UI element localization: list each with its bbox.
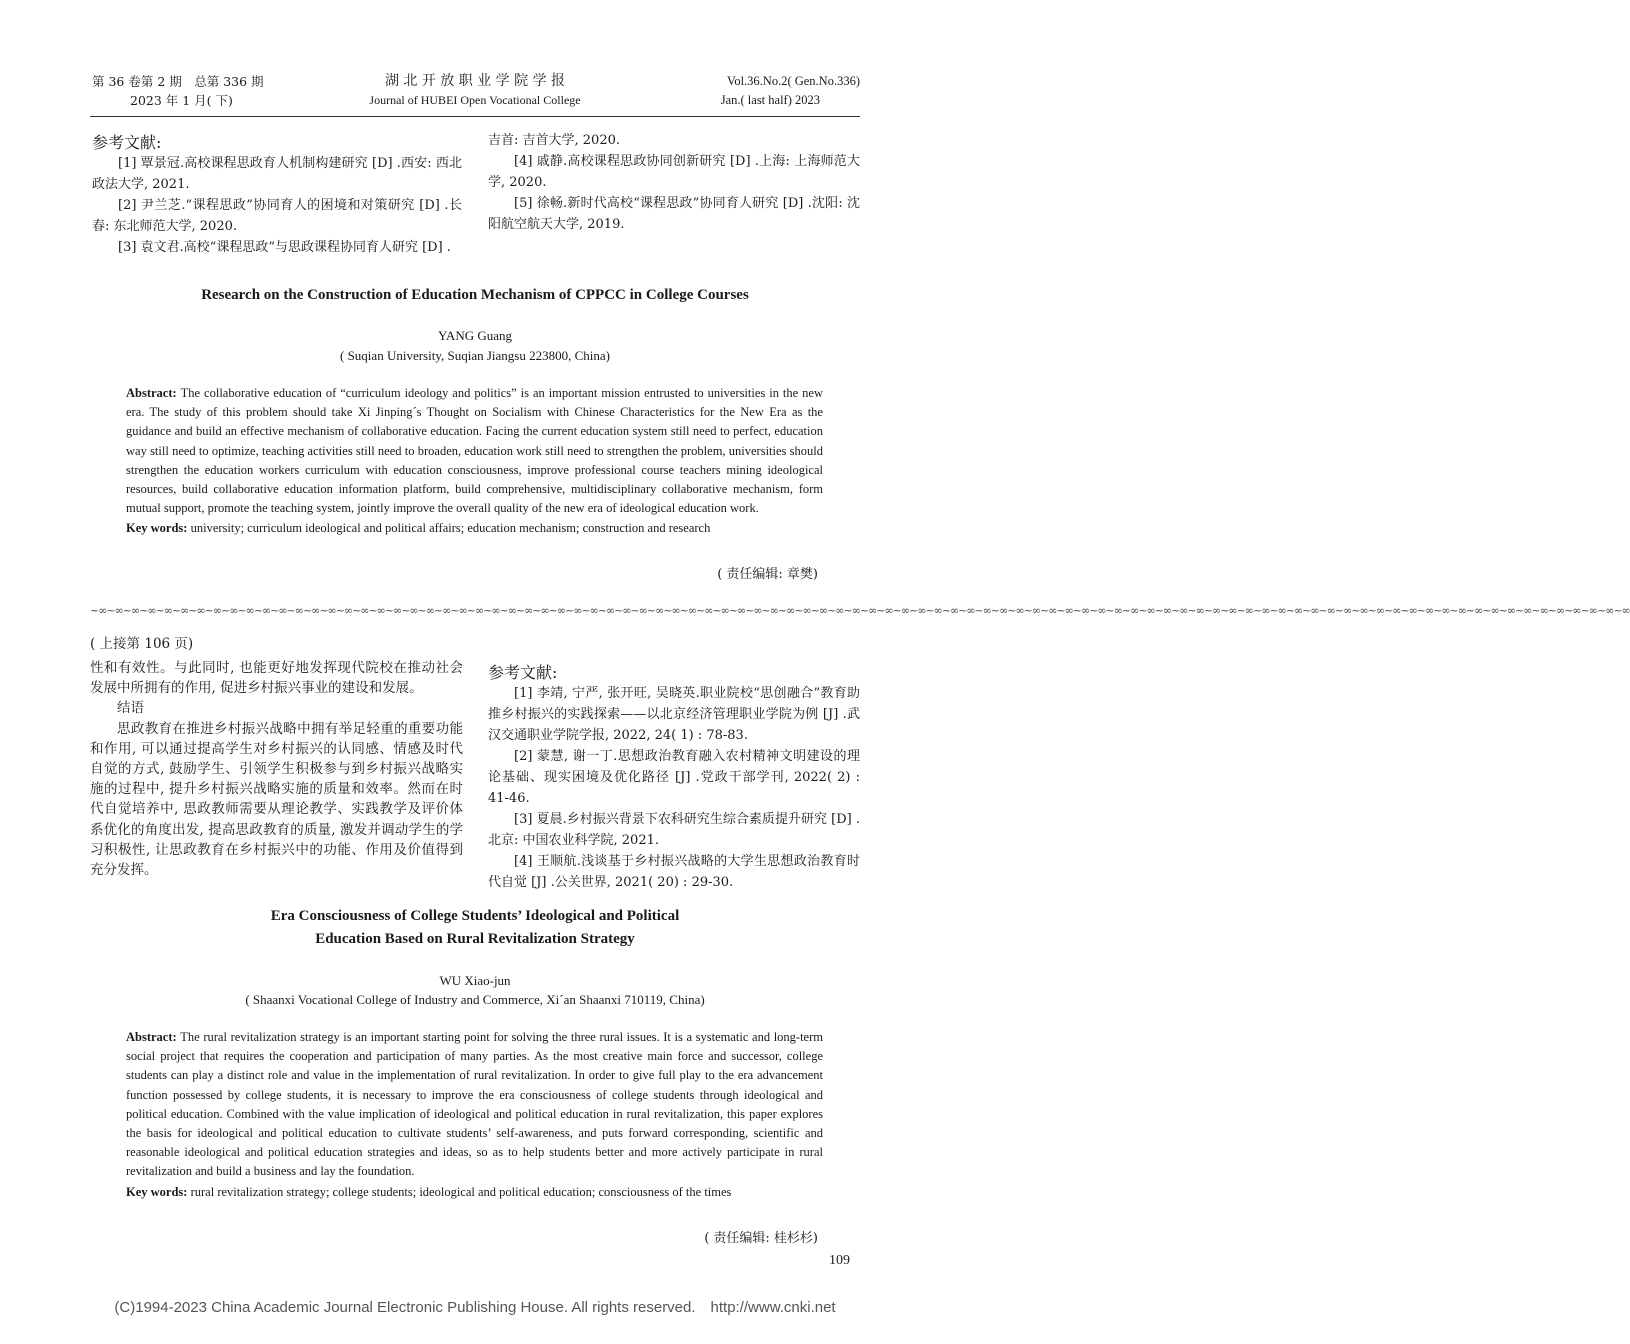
section-separator: ~∞~∞~∞~∞~∞~∞~∞~∞~∞~∞~∞~∞~∞~∞~∞~∞~∞~∞~∞~∞~∞~∞~∞~∞~∞~∞~∞~∞~∞~∞~∞~∞~∞~∞~∞~∞~∞~∞~∞~∞~∞~∞~∞~∞~∞~∞~∞~∞~∞~∞~∞~∞~∞~∞~∞~∞~∞~∞~∞~∞~∞~∞~∞~∞~∞~∞~∞~∞~∞~∞~∞~∞~∞~∞~∞~∞~∞~∞~∞~∞~∞~∞~∞~∞~∞~∞~∞~∞~∞~∞~∞~∞~∞~∞ xyxy=(90,604,1630,617)
top-references-right xyxy=(488,130,860,235)
reference-item: [2] 蒙慧, 谢一丁.思想政治教育融入农村精神文明建设的理论基础、现实困境及优化路径 [J] .党政干部学刊, 2022( 2) : 41-46. xyxy=(488,749,860,806)
date-en: Jan.( last half) 2023 xyxy=(720,93,820,107)
header-center xyxy=(300,72,650,110)
body-paragraph: 思政教育在推进乡村振兴战略中拥有举足轻重的重要功能和作用, 可以通过提高学生对乡村振兴的认同感、情感及时代自觉的方式, 鼓励学生、引领学生积极参与到乡村振兴战略实施的过程中, 提升乡村振兴战略实施的质量和效率。然而在时代自觉培养中, 思政教师需要从理论教学、实践教学及评价体系优化的角度出发, 提高思政教育的质量, 激发并调动学生的学习积极性, 让思政教育在乡村振兴中的功能、作用及价值得到充分发挥。 xyxy=(90,720,463,879)
article2-author: WU Xiao-jun xyxy=(439,973,511,988)
header-rule xyxy=(90,116,860,117)
reference-item: [3] 袁文君.高校“课程思政”与思政课程协同育人研究 [D] . xyxy=(118,240,451,255)
reference-item: [5] 徐畅.新时代高校“课程思政”协同育人研究 [D] .沈阳: 沈阳航空航天大学, 2019. xyxy=(488,196,860,232)
keywords-text: rural revitalization strategy; college students; ideological and political education; consciousness of the times xyxy=(190,1184,732,1199)
continued-body xyxy=(90,658,463,880)
references-heading: 参考文献: xyxy=(92,133,162,152)
reference-item: [3] 夏晨.乡村振兴背景下农科研究生综合素质提升研究 [D] .北京: 中国农业科学院, 2021. xyxy=(488,812,860,848)
issue-date: 2023 年 1 月( 下) xyxy=(130,93,233,108)
article2-editor: ( 责任编辑: 桂杉杉) xyxy=(704,1231,818,1246)
article1-title: Research on the Construction of Education Mechanism of CPPCC in College Courses xyxy=(201,287,749,303)
top-references-left xyxy=(92,130,462,258)
article2-abstract: Abstract: The rural revitalization strategy is an important starting point for solving the three rural issues. It is a systematic and long-term social project that requires the cooperation and participation of many parties. As the most creative main force and successor, college students can play a distinct role and value in the implementation of rural revitalization. In order to give full play to the era advancement function possessed by college students, it is necessary to improve the era consciousness of college students through ideological and political education. Combined with the value implication of ideological and political education in rural revitalization, this paper explores the basis for ideological and political education to cultivate students’ self-awareness, and puts forward corresponding, scientific and reasonable ideological and political education strategies and ideas, so as to help students better and more actively participate in rural revitalization and build a business and lay the foundation. Key words: rural revitalization strategy; college students; ideological and political education; consciousness of the times xyxy=(126,1030,823,1199)
article1-abstract: Abstract: The collaborative education of “curriculum ideology and politics” is an important mission entrusted to universities in the new era. The study of this problem should take Xi Jinping´s Thought on Socialism with Chinese Characteristics for the New Era as the guidance and build an effective mechanism of collaborative education. Facing the current education system still need to perfect, education way still need to optimize, teaching activities still need to broaden, education work still need to strengthen the problem, universities should strengthen the education workers curriculum with education consciousness, improve professional course teachers mining ideological resources, build collaborative education information platform, build comprehensive, multidisciplinary collaborative mechanism, form mutual support, promote the teaching system, jointly improve the overall quality of the new era of ideological education work. Key words: university; curriculum ideological and political affairs; education mechanism; construction and research xyxy=(126,386,823,536)
article1-editor: ( 责任编辑: 章樊) xyxy=(717,567,818,582)
reference-item: [4] 王顺航.浅谈基于乡村振兴战略的大学生思想政治教育时代自觉 [J] .公关世界, 2021( 20) : 29-30. xyxy=(488,854,860,890)
keywords-text: university; curriculum ideological and political affairs; education mechanism; construction and research xyxy=(190,521,711,536)
continued-note: ( 上接第 106 页) xyxy=(90,636,194,652)
volume-en: Vol.36.No.2( Gen.No.336) xyxy=(726,74,860,88)
article2-affiliation: ( Shaanxi Vocational College of Industry and Commerce, Xi´an Shaanxi 710119, China) xyxy=(245,992,705,1007)
reference-item: [1] 覃景冠.高校课程思政育人机制构建研究 [D] .西安: 西北政法大学, 2021. xyxy=(92,156,462,192)
article1-author: YANG Guang xyxy=(437,328,513,343)
abstract-text: The collaborative education of “curriculum ideology and politics” is an important mission entrusted to universities in the new era. The study of this problem should take Xi Jinping´s Thought on Socialism with Chinese Characteristics for the New Era as the guidance and build an effective mechanism of collaborative education. Facing the current education system still need to perfect, education way still need to optimize, teaching activities still need to broaden, education work still need to strengthen the problem, universities should strengthen the education workers curriculum with education consciousness, improve professional course teachers mining ideological resources, build collaborative education information platform, build comprehensive, multidisciplinary collaborative mechanism, form mutual support, promote the teaching system, jointly improve the overall quality of the new era of ideological education work. xyxy=(126,386,823,516)
header-left xyxy=(92,72,312,110)
header-right xyxy=(620,72,860,110)
volume-issue: 第 36 卷第 2 期 总第 336 期 xyxy=(92,74,264,89)
abstract-text: The rural revitalization strategy is an important starting point for solving the three rural issues. It is a systematic and long-term social project that requires the cooperation and participation of many parties. As the most creative main force and successor, college students can play a distinct role and value in the implementation of rural revitalization. In order to give full play to the era advancement function possessed by college students, it is necessary to improve the era consciousness of college students through ideological and political education. Combined with the value implication of ideological and political education in rural revitalization, this paper explores the basis for ideological and political education to cultivate students’ self-awareness, and puts forward corresponding, scientific and reasonable ideological and political education strategies and ideas, so as to help students better and more actively participate in rural revitalization and build a business and lay the foundation. xyxy=(126,1030,823,1179)
mid-references xyxy=(488,660,860,893)
conclusion-heading: 结语 xyxy=(117,700,144,717)
body-paragraph: 性和有效性。与此同时, 也能更好地发挥现代院校在推动社会发展中所拥有的作用, 促进乡村振兴事业的建设和发展。 xyxy=(90,660,463,697)
article2-title-line2: Education Based on Rural Revitalization Strategy xyxy=(315,931,635,947)
reference-item: 吉首: 吉首大学, 2020. xyxy=(488,133,620,148)
article2-title-line1: Era Consciousness of College Students’ Ideological and Political xyxy=(270,908,680,924)
journal-title-en: Journal of HUBEI Open Vocational College xyxy=(369,93,581,107)
abstract-label: Abstract xyxy=(126,1030,173,1044)
keywords-label: Key words xyxy=(126,1184,184,1199)
journal-title-cn: 湖 北 开 放 职 业 学 院 学 报 xyxy=(384,73,566,89)
copyright-footer: (C)1994-2023 China Academic Journal Electronic Publishing House. All rights reserved. http://www.cnki.net xyxy=(114,1299,836,1316)
reference-item: [1] 李靖, 宁严, 张开旺, 吴晓英.职业院校“思创融合”教育助推乡村振兴的实践探索——以北京经济管理职业学院为例 [J] .武汉交通职业学院学报, 2022, 24( 1) : 78-83. xyxy=(488,686,860,743)
reference-item: [2] 尹兰芝.“课程思政”协同育人的困境和对策研究 [D] .长春: 东北师范大学, 2020. xyxy=(92,198,462,234)
references-heading: 参考文献: xyxy=(488,663,558,682)
keywords-label: Key words xyxy=(126,521,184,536)
article1-affiliation: ( Suqian University, Suqian Jiangsu 223800, China) xyxy=(340,348,610,363)
abstract-label: Abstract xyxy=(126,386,173,400)
reference-item: [4] 戚静.高校课程思政协同创新研究 [D] .上海: 上海师范大学, 2020. xyxy=(488,154,860,190)
page-number: 109 xyxy=(829,1253,850,1268)
